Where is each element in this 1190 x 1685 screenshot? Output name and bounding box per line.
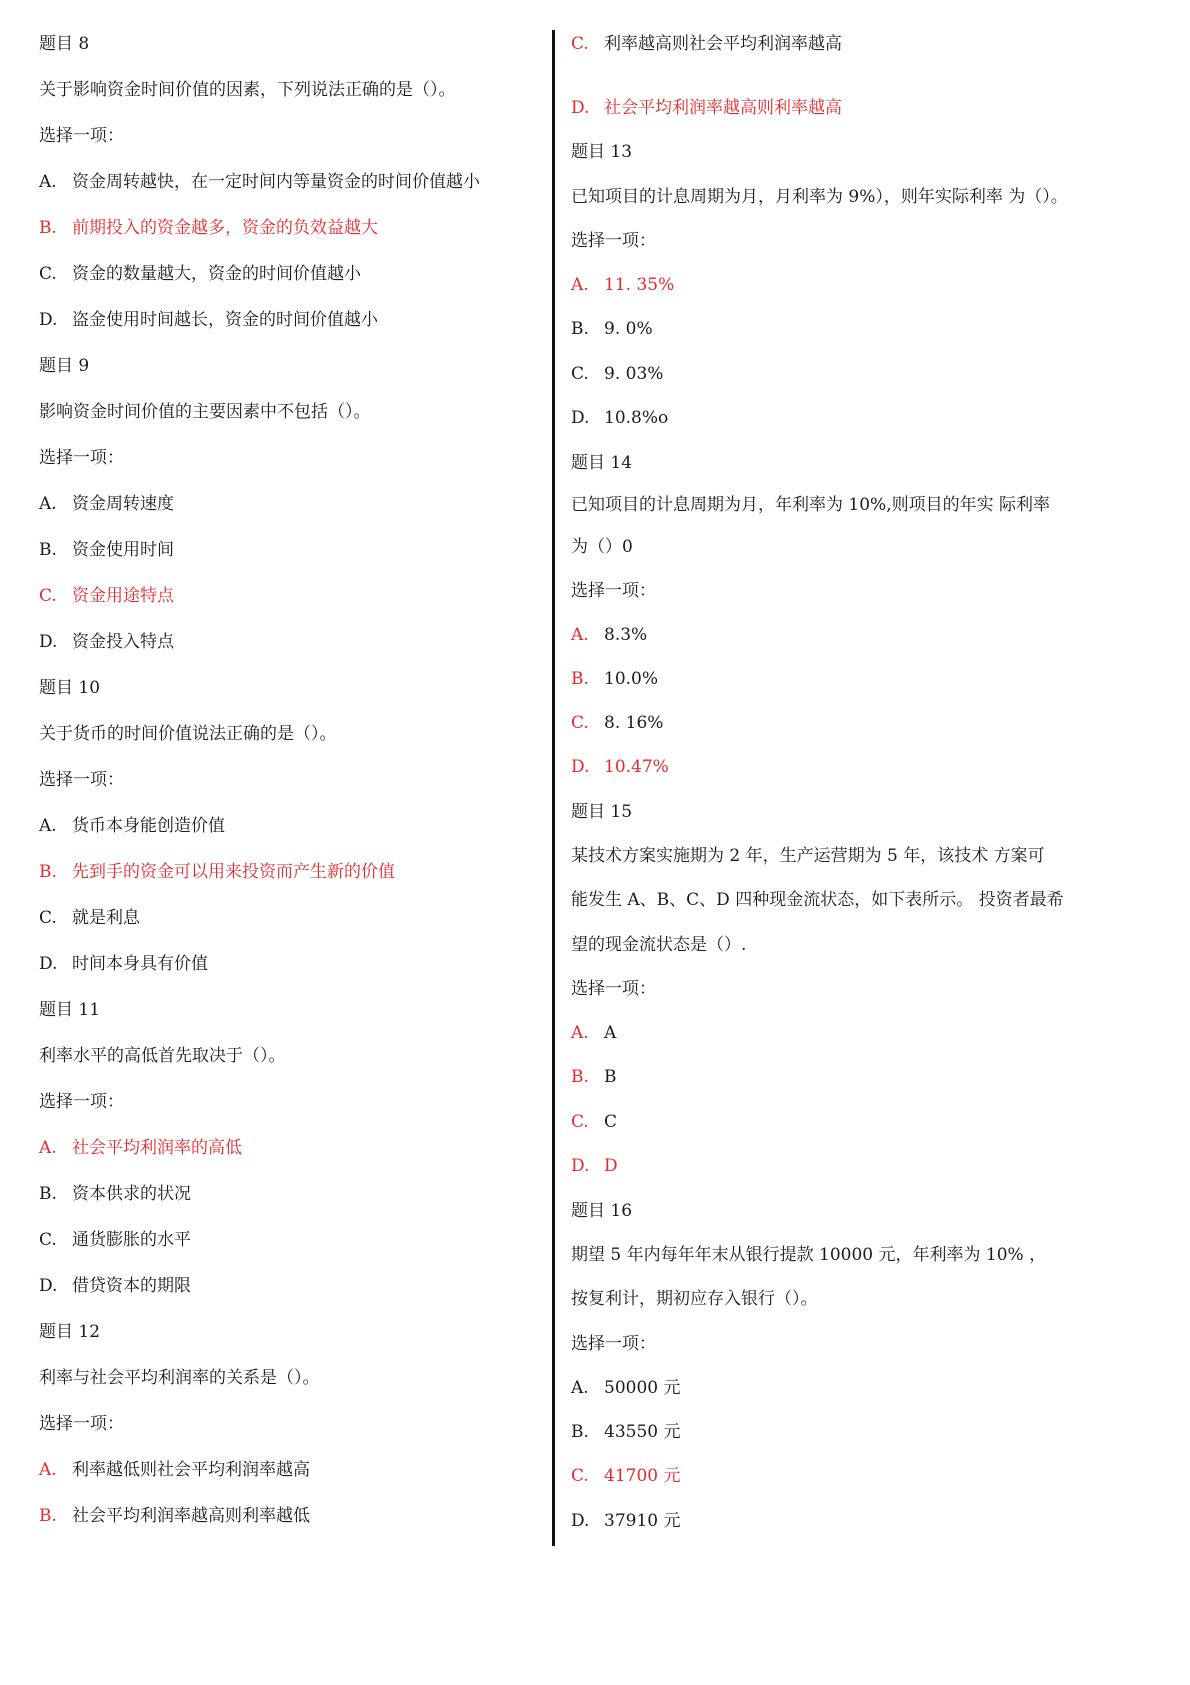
answer-option [571, 1377, 680, 1399]
option-text: 8.3% [604, 625, 648, 645]
option-text: 社会平均利润率越高则利率越高 [604, 98, 842, 118]
option-text: 前期投入的资金越多，资金的负效益越大 [72, 218, 378, 238]
option-letter: D. [571, 1511, 590, 1531]
option-text: 8. 16% [604, 713, 664, 733]
question-number: 题目 15 [571, 802, 633, 822]
answer-option [39, 217, 378, 239]
question-text: 利率水平的高低首先取决于（）。 [39, 1046, 286, 1066]
question-text: 关于货币的时间价值说法正确的是（）。 [39, 724, 337, 744]
option-text: 盗金使用时间越长，资金的时间价值越小 [72, 310, 378, 330]
select-one-prompt: 选择一项： [39, 126, 124, 146]
answer-option [571, 1510, 680, 1532]
option-letter: D. [571, 757, 590, 777]
option-text: 资金周转越快，在一定时间内等量资金的时间价值越小 [72, 172, 480, 192]
answer-option [39, 861, 395, 883]
question-number: 题目 10 [39, 678, 101, 698]
answer-option [571, 624, 647, 646]
answer-option [39, 263, 361, 285]
option-letter: C. [571, 1466, 589, 1486]
answer-option [39, 1229, 191, 1251]
question-number: 题目 9 [39, 356, 90, 376]
select-one-prompt: 选择一项： [571, 581, 656, 601]
option-text: 就是利息 [72, 908, 140, 928]
select-one-prompt: 选择一项： [571, 979, 656, 999]
question-text: 关于影响资金时间价值的因素，下列说法正确的是（）。 [39, 80, 456, 100]
option-text: 37910 元 [604, 1511, 681, 1531]
option-text: 10.47% [604, 757, 669, 777]
answer-option [571, 712, 663, 734]
question-text: 已知项目的计息周期为月，月利率为 9%），则年实际利率 为（）。 [571, 187, 1068, 207]
option-text: 利率越低则社会平均利润率越高 [72, 1460, 310, 1480]
option-letter: A. [39, 1138, 57, 1158]
option-text: D [604, 1156, 618, 1176]
answer-option [39, 171, 480, 193]
option-letter: A. [39, 172, 57, 192]
answer-option [571, 33, 842, 55]
option-letter: A. [39, 816, 57, 836]
question-number: 题目 13 [571, 142, 633, 162]
option-letter: B. [571, 319, 589, 339]
answer-option [571, 1155, 618, 1177]
question-text: 某技术方案实施期为 2 年，生产运营期为 5 年，该技术 方案可 [571, 846, 1045, 866]
question-text: 影响资金时间价值的主要因素中不包括（）。 [39, 402, 371, 422]
option-text: 利率越高则社会平均利润率越高 [604, 34, 842, 54]
option-text: 资金用途特点 [72, 586, 174, 606]
answer-option [571, 407, 668, 429]
question-number: 题目 12 [39, 1322, 101, 1342]
option-letter: B. [39, 862, 57, 882]
answer-option [39, 1183, 191, 1205]
option-letter: D. [571, 408, 590, 428]
option-text: 9. 03% [604, 364, 664, 384]
answer-option [39, 1459, 310, 1481]
option-letter: A. [39, 1460, 57, 1480]
option-text: 时间本身具有价值 [72, 954, 208, 974]
answer-option [39, 1137, 242, 1159]
option-text: B [604, 1067, 617, 1087]
answer-option [571, 363, 663, 385]
answer-option [39, 815, 225, 837]
option-text: 11. 35% [604, 275, 675, 295]
option-text: 资金使用时间 [72, 540, 174, 560]
answer-option [571, 1022, 616, 1044]
option-text: 10.0% [604, 669, 659, 689]
option-text: 资本供求的状况 [72, 1184, 191, 1204]
question-text: 能发生 A、B、C、D 四种现金流状态，如下表所示。 投资者最希 [571, 890, 1064, 910]
option-letter: B. [571, 1067, 589, 1087]
answer-option [39, 631, 174, 653]
option-text: 9. 0% [604, 319, 653, 339]
option-text: 社会平均利润率的高低 [72, 1138, 242, 1158]
option-text: C [604, 1112, 618, 1132]
answer-option [571, 318, 653, 340]
option-text: A [604, 1023, 617, 1043]
option-text: 货币本身能创造价值 [72, 816, 225, 836]
option-letter: B. [39, 218, 57, 238]
option-letter: A. [571, 1378, 589, 1398]
option-letter: C. [571, 1112, 589, 1132]
answer-option [571, 756, 669, 778]
answer-option [39, 907, 140, 929]
option-text: 50000 元 [604, 1378, 681, 1398]
select-one-prompt: 选择一项： [39, 770, 124, 790]
answer-option [571, 1111, 617, 1133]
column-divider [552, 30, 555, 1546]
answer-option [571, 97, 842, 119]
option-letter: C. [571, 713, 589, 733]
select-one-prompt: 选择一项： [39, 448, 124, 468]
answer-option [39, 1275, 191, 1297]
option-letter: B. [39, 1184, 57, 1204]
answer-option [571, 1066, 617, 1088]
option-letter: D. [39, 310, 58, 330]
answer-option [39, 309, 378, 331]
answer-option [571, 668, 658, 690]
select-one-prompt: 选择一项： [39, 1414, 124, 1434]
option-letter: D. [571, 1156, 590, 1176]
option-letter: D. [39, 632, 58, 652]
answer-option [39, 953, 208, 975]
option-text: 43550 元 [604, 1422, 681, 1442]
answer-option [39, 585, 174, 607]
option-text: 资金周转速度 [72, 494, 174, 514]
option-text: 资金的数量越大，资金的时间价值越小 [72, 264, 361, 284]
option-letter: B. [39, 540, 57, 560]
question-text: 利率与社会平均利润率的关系是（）。 [39, 1368, 320, 1388]
answer-option [571, 1465, 680, 1487]
option-text: 借贷资本的期限 [72, 1276, 191, 1296]
option-letter: C. [39, 586, 57, 606]
answer-option [39, 493, 174, 515]
question-text: 为（）0 [571, 537, 633, 557]
option-letter: A. [571, 275, 589, 295]
option-letter: C. [39, 1230, 57, 1250]
option-letter: C. [571, 364, 589, 384]
select-one-prompt: 选择一项： [571, 231, 656, 251]
option-text: 资金投入特点 [72, 632, 174, 652]
answer-option [571, 274, 674, 296]
option-letter: D. [571, 98, 590, 118]
question-number: 题目 11 [39, 1000, 101, 1020]
question-number: 题目 8 [39, 34, 90, 54]
option-letter: C. [39, 264, 57, 284]
option-letter: B. [571, 1422, 589, 1442]
answer-option [571, 1421, 680, 1443]
option-text: 10.8%o [604, 408, 669, 428]
question-number: 题目 14 [571, 453, 633, 473]
option-letter: A. [571, 1023, 589, 1043]
answer-option [39, 1505, 310, 1527]
option-letter: A. [39, 494, 57, 514]
option-text: 先到手的资金可以用来投资而产生新的价值 [72, 862, 395, 882]
option-letter: D. [39, 954, 58, 974]
question-text: 望的现金流状态是（）. [571, 935, 747, 955]
option-text: 社会平均利润率越高则利率越低 [72, 1506, 310, 1526]
option-letter: C. [39, 908, 57, 928]
question-text: 按复利计，期初应存入银行（）。 [571, 1289, 818, 1309]
option-letter: B. [39, 1506, 57, 1526]
question-number: 题目 16 [571, 1201, 633, 1221]
option-letter: B. [571, 669, 589, 689]
answer-option [39, 539, 174, 561]
option-letter: A. [571, 625, 589, 645]
select-one-prompt: 选择一项： [39, 1092, 124, 1112]
option-letter: C. [571, 34, 589, 54]
select-one-prompt: 选择一项： [571, 1334, 656, 1354]
question-text: 已知项目的计息周期为月，年利率为 10%,则项目的年实 际利率 [571, 495, 1050, 515]
option-text: 通货膨胀的水平 [72, 1230, 191, 1250]
option-letter: D. [39, 1276, 58, 1296]
question-text: 期望 5 年内每年年末从银行提款 10000 元，年利率为 10% ， [571, 1245, 1047, 1265]
option-text: 41700 元 [604, 1466, 681, 1486]
